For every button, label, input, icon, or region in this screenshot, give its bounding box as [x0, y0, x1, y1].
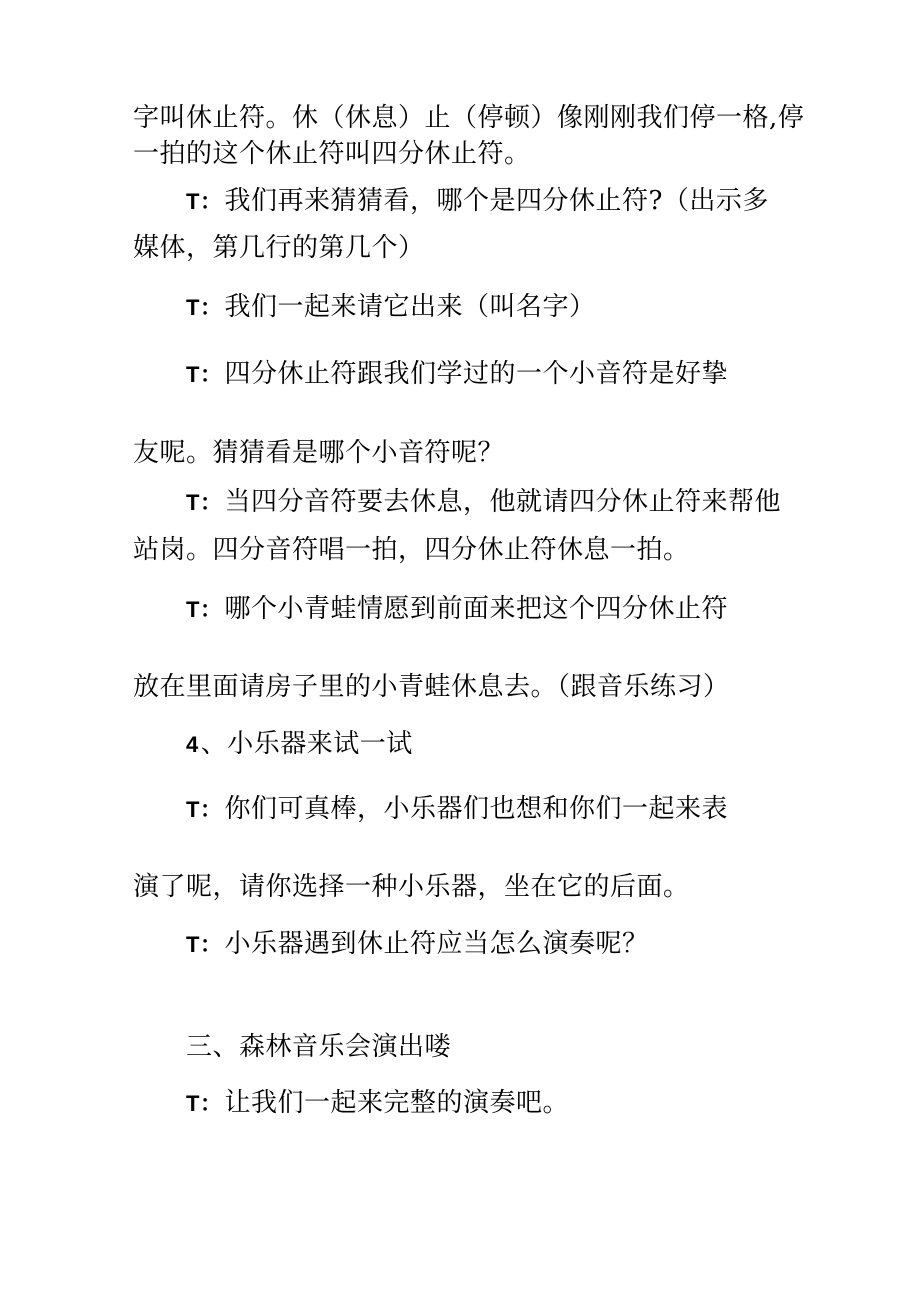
dialogue-line: [186, 184, 769, 219]
dialogue-line: [186, 485, 781, 520]
text: 哪个小青蛙情愿到前面来把这个四分休止符: [224, 594, 728, 624]
text: 当四分音符要去休息，他就请四分休止符来帮他: [224, 487, 781, 517]
text: 媒体，第几行的第几个）: [133, 233, 425, 263]
dialogue-line: [186, 927, 648, 962]
dialogue-line: [186, 592, 728, 627]
paragraph-line: [133, 533, 690, 567]
section-line: [186, 727, 413, 762]
text: 友呢。猜猜看是哪个小音符呢？: [133, 438, 505, 468]
text: 我们一起来请它出来（叫名字）: [224, 292, 596, 322]
speaker-label: T：: [186, 1091, 223, 1116]
speaker-label: T：: [186, 295, 223, 320]
text: 四分休止符跟我们学过的一个小音符是好挚: [224, 359, 728, 389]
dialogue-line: [186, 290, 595, 325]
text: 一拍的这个休止符叫四分休止符。: [133, 139, 531, 169]
text: 站岗。四分音符唱一拍，四分休止符休息一拍。: [133, 535, 690, 565]
text: 你们可真棒，小乐器们也想和你们一起来表: [224, 794, 728, 824]
paragraph-line: [133, 870, 690, 904]
paragraph-line: [133, 101, 804, 135]
text: 我们再来猜猜看，哪个是四分休止符?（出示多: [224, 186, 769, 216]
paragraph-line: [133, 137, 531, 171]
text: 放在里面请房子里的小青蛙休息去。（跟音乐练习）: [133, 672, 730, 702]
text: 演了呢，请你选择一种小乐器，坐在它的后面。: [133, 872, 690, 902]
speaker-label: T：: [186, 189, 223, 214]
paragraph-line: [133, 436, 504, 470]
paragraph-line: [133, 670, 730, 704]
section-heading: [186, 1030, 451, 1064]
text: 让我们一起来完整的演奏吧。: [224, 1088, 569, 1118]
dialogue-line: [186, 1086, 569, 1121]
speaker-label: T：: [186, 597, 223, 622]
speaker-label: T：: [186, 797, 223, 822]
speaker-label: T：: [186, 362, 223, 387]
text: 字叫休止符。休（休息）止（停顿）像刚刚我们停一格,停: [133, 103, 805, 133]
text: 、小乐器来试一试: [200, 729, 413, 759]
speaker-label: T：: [186, 490, 223, 515]
paragraph-line: [133, 231, 425, 265]
dialogue-line: [186, 357, 728, 392]
dialogue-line: [186, 792, 728, 827]
step-number: 4: [186, 732, 199, 757]
text: 三、森林音乐会演出喽: [186, 1032, 452, 1062]
speaker-label: T：: [186, 932, 223, 957]
text: 小乐器遇到休止符应当怎么演奏呢？: [224, 929, 649, 959]
